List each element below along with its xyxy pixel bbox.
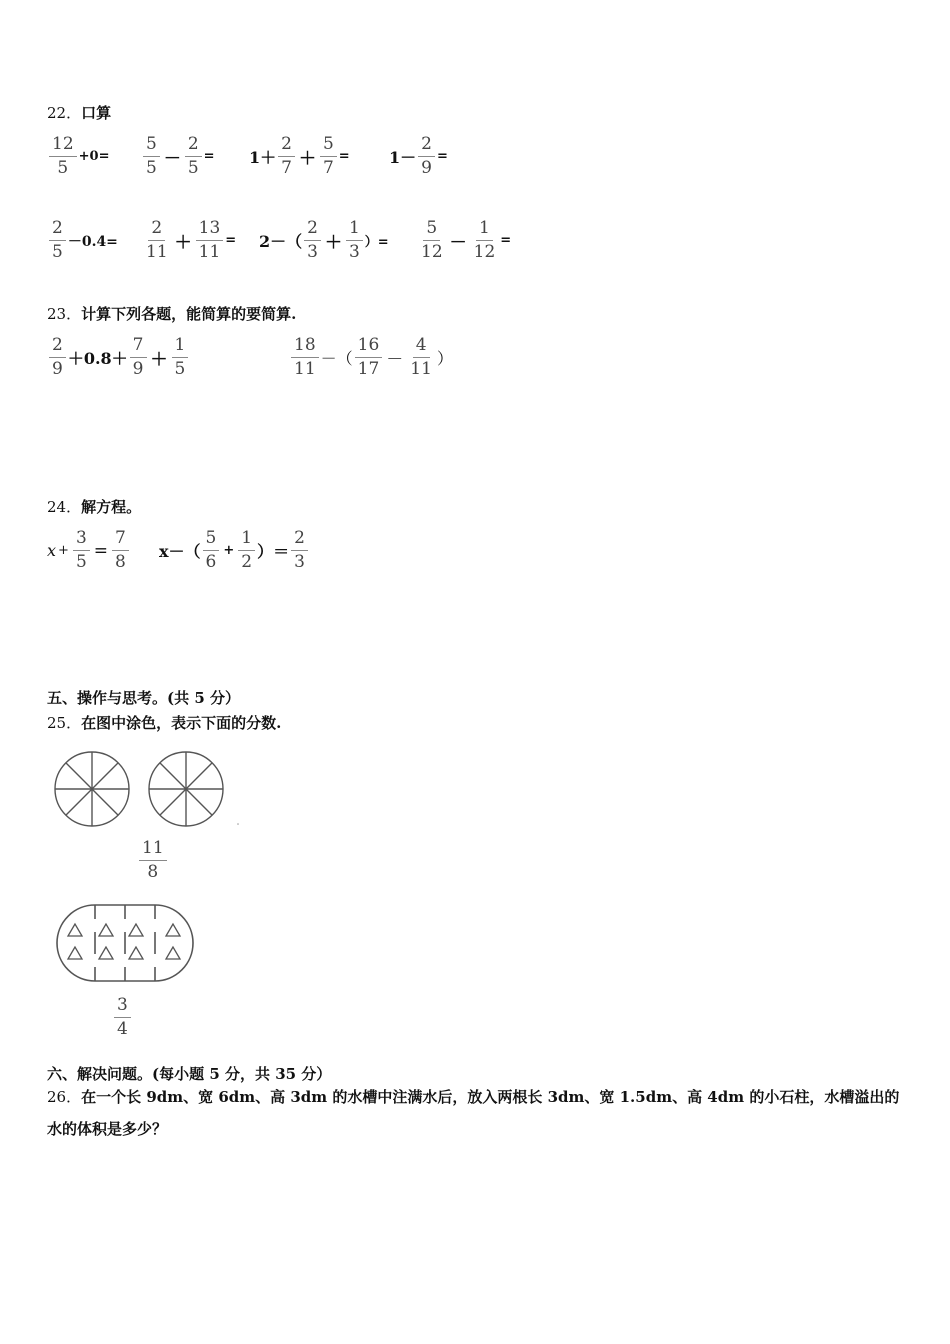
q22-item-6: $\frac{2}{11}$ ＋ $\frac{13}{11}$ =: [141, 220, 236, 261]
fraction: $\frac{2}{5}$: [185, 136, 202, 177]
q25-title: [47, 712, 281, 733]
circle-2: [149, 752, 223, 826]
fraction: $\frac{2}{9}$: [49, 337, 66, 378]
fraction-3-4: [112, 997, 133, 1038]
fraction: $\frac{1}{2}$: [238, 530, 255, 571]
q22-item-5: $\frac{2}{5}$ －0.4=: [47, 220, 118, 261]
fraction: $\frac{18}{11}$: [291, 337, 319, 378]
circle-1: [55, 752, 129, 826]
q25-number: 25．: [47, 714, 82, 732]
q22-title: [47, 102, 111, 123]
fraction: $\frac{5}{7}$: [320, 136, 337, 177]
fraction: $\frac{1}{12}$: [473, 218, 496, 262]
fraction: $\frac{7}{9}$: [130, 337, 147, 378]
q24-equation-2: x－（ $\frac{5}{6}$ + $\frac{1}{2}$ ）＝ $\frac{2}{3}$: [159, 530, 310, 571]
fraction: $\frac{1}{3}$: [346, 220, 363, 261]
q24-title: [47, 496, 141, 517]
dot-mark: [237, 823, 239, 825]
q22-item-7: 2－（ $\frac{2}{3}$ ＋ $\frac{1}{3}$ ）=: [259, 218, 389, 262]
triangle-marks: [68, 924, 180, 959]
circle-fraction-figure: [50, 747, 245, 832]
q22-item-3: 1＋ $\frac{2}{7}$ ＋ $\frac{5}{7}$ =: [249, 134, 350, 178]
q22-item-8: $\frac{5}{12}$ － $\frac{1}{12}$ =: [416, 220, 511, 261]
q22-item-1: $\frac{12}{5}$ +0=: [47, 136, 109, 177]
q22-item-2: $\frac{5}{5}$ － $\frac{2}{5}$ =: [141, 136, 215, 177]
q25-heading: 在图中涂色，表示下面的分数.: [81, 714, 282, 732]
fraction: $\frac{5}{12}$: [421, 218, 443, 262]
fraction: $\frac{2}{9}$: [418, 136, 435, 177]
q24-equation-1: x + $\frac{3}{5}$ = $\frac{7}{8}$: [47, 530, 131, 571]
q23-expression-1: $\frac{2}{9}$ ＋0.8＋ $\frac{7}{9}$ ＋ $\frac{1}{5}$: [47, 337, 190, 378]
fraction: $\frac{13}{11}$: [196, 220, 224, 261]
fraction: $\frac{2}{7}$: [278, 136, 295, 177]
q23-number: 23．: [47, 305, 82, 323]
fraction: $\frac{2}{5}$: [49, 220, 66, 261]
q26-text: 在一个长 9dm、宽 6dm、高 3dm 的水槽中注满水后，放入两根长 3dm、宽 1.5dm、高 4dm 的小石柱，水槽溢出的水的体积是多少？: [47, 1088, 900, 1138]
q23-heading: 计算下列各题，能简算的要简算.: [81, 305, 297, 323]
fraction: $\frac{4}{11}$: [410, 335, 432, 379]
section-6-title: 六、解决问题。(每小题 5 分，共 35 分）: [47, 1065, 332, 1083]
q23-title: [47, 303, 296, 324]
fraction: $\frac{3}{4}$: [114, 997, 131, 1038]
q26-problem: [47, 1081, 909, 1145]
fraction: $\frac{5}{6}$: [203, 530, 220, 571]
q22-heading: 口算: [81, 104, 112, 122]
q23-expression-2: $\frac{18}{11}$ －（ $\frac{16}{17}$ － $\frac{4}{11}$ ）: [289, 337, 453, 378]
q26-number: 26．: [47, 1088, 82, 1106]
q22-item-4: 1－ $\frac{2}{9}$ =: [389, 134, 448, 178]
fraction: $\frac{2}{3}$: [291, 530, 308, 571]
q24-heading: 解方程。: [81, 498, 142, 516]
section-5-title: 五、操作与思考。(共 5 分）: [47, 689, 240, 707]
fraction: $\frac{5}{5}$: [143, 136, 160, 177]
fraction: $\frac{1}{5}$: [172, 337, 189, 378]
fraction: $\frac{2}{11}$: [146, 218, 168, 262]
fraction: $\frac{12}{5}$: [49, 136, 77, 177]
stadium-fraction-figure: [55, 902, 197, 986]
fraction: $\frac{3}{5}$: [73, 530, 90, 571]
fraction: $\frac{16}{17}$: [355, 337, 383, 378]
fraction-11-8: [137, 840, 169, 881]
fraction: $\frac{7}{8}$: [112, 530, 129, 571]
q22-number: 22．: [47, 104, 82, 122]
fraction: $\frac{2}{3}$: [304, 220, 321, 261]
q24-number: 24．: [47, 498, 82, 516]
fraction: $\frac{11}{8}$: [139, 840, 167, 881]
